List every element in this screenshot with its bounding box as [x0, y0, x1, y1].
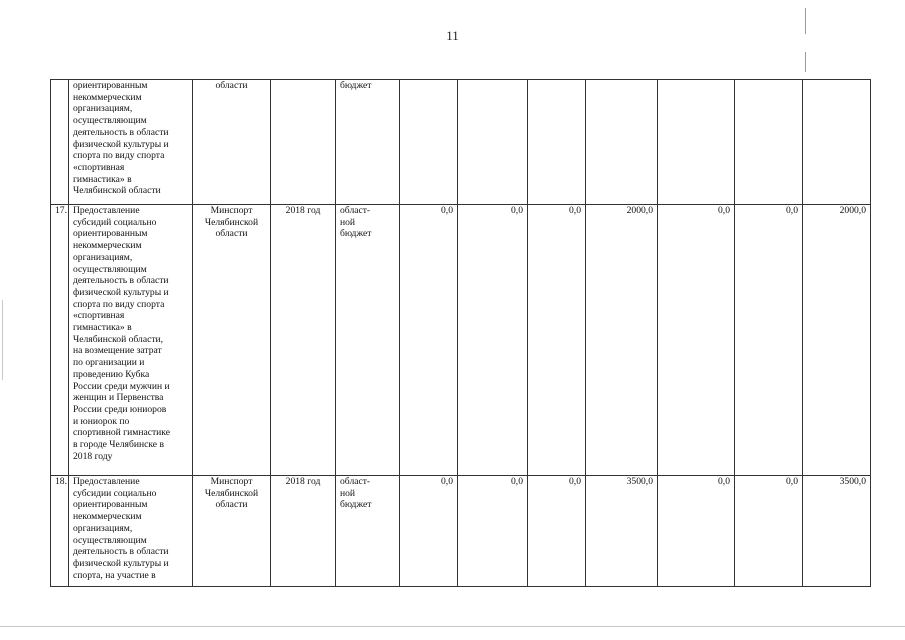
- value-cell: [658, 80, 735, 205]
- value-cell: 0,0: [400, 476, 458, 587]
- row-number: 17.: [51, 205, 69, 476]
- row-number: [51, 80, 69, 205]
- value-cell: [528, 80, 586, 205]
- funding-source: област- ной бюджет: [336, 205, 400, 476]
- executor: Минспорт Челябинской области: [193, 205, 271, 476]
- scan-edge-right: [805, 8, 806, 34]
- value-cell: 0,0: [528, 476, 586, 587]
- page-number: 11: [446, 28, 459, 43]
- event-name: Предоставление субсидий социально ориентированным некоммерческим организациям, осуществляющим деятельность в области физической культуры и спорта по виду спорта «спортивная гимнастика» в Челябинской области, на возмещение затрат по организации и проведению Кубка России среди мужчин и женщин и Первенства России среди юниоров и юниорок по спортивной гимнастике в городе Челябинске в 2018 году: [69, 205, 193, 476]
- budget-table: [50, 79, 871, 587]
- value-cell: 0,0: [458, 476, 528, 587]
- value-cell: [458, 80, 528, 205]
- row-number: 18.: [51, 476, 69, 587]
- table-row: [51, 476, 871, 587]
- scan-edge-right-lower: [805, 52, 806, 72]
- term: [271, 80, 336, 205]
- value-cell: [803, 80, 871, 205]
- executor: области: [193, 80, 271, 205]
- funding-source: област- ной бюджет: [336, 476, 400, 587]
- scan-edge-bottom: [0, 626, 905, 627]
- value-cell: 0,0: [458, 205, 528, 476]
- funding-source: бюджет: [336, 80, 400, 205]
- value-cell: 0,0: [735, 205, 803, 476]
- value-cell: 0,0: [658, 205, 735, 476]
- term: 2018 год: [271, 205, 336, 476]
- value-cell: 3500,0: [586, 476, 658, 587]
- scan-edge-left: [2, 300, 3, 380]
- value-cell: [400, 80, 458, 205]
- term: 2018 год: [271, 476, 336, 587]
- value-cell: 0,0: [528, 205, 586, 476]
- value-cell: 3500,0: [803, 476, 871, 587]
- event-name: Предоставление субсидии социально ориентированным некоммерческим организациям, осуществляющим деятельность в области физической культуры и спорта, на участие в: [69, 476, 193, 587]
- value-cell: 2000,0: [803, 205, 871, 476]
- value-cell: 0,0: [658, 476, 735, 587]
- executor: Минспорт Челябинской области: [193, 476, 271, 587]
- table-row: [51, 205, 871, 476]
- table-row: [51, 80, 871, 205]
- event-name: ориентированным некоммерческим организациям, осуществляющим деятельность в области физической культуры и спорта по виду спорта «спортивная гимнастика» в Челябинской области: [69, 80, 193, 205]
- value-cell: 0,0: [400, 205, 458, 476]
- value-cell: [735, 80, 803, 205]
- value-cell: 2000,0: [586, 205, 658, 476]
- value-cell: [586, 80, 658, 205]
- value-cell: 0,0: [735, 476, 803, 587]
